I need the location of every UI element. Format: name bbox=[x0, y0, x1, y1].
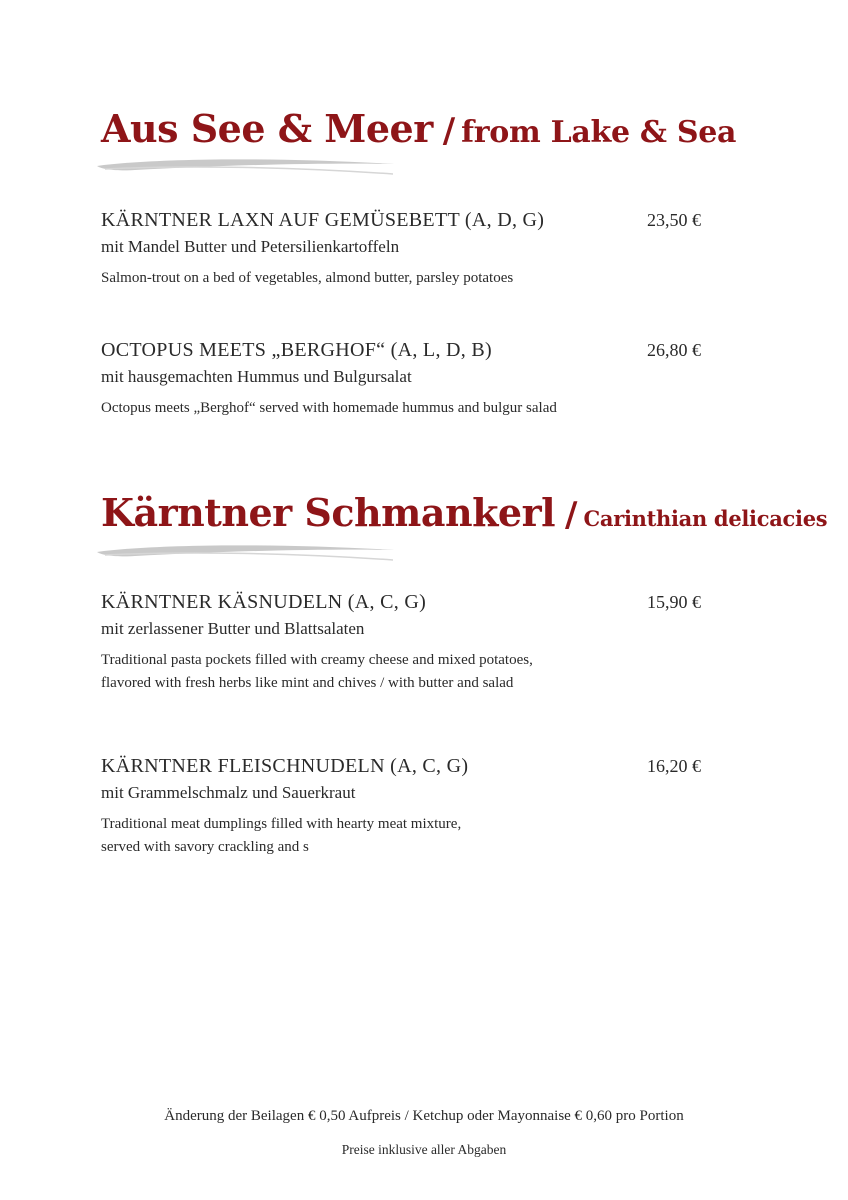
menu-item-description-line: Salmon-trout on a bed of vegetables, almond butter, parsley potatoes bbox=[101, 270, 514, 286]
section-title-separator: / bbox=[565, 495, 578, 535]
menu-item-description-line: Traditional meat dumplings filled with hearty meat mixture, bbox=[101, 816, 462, 832]
menu-item-subtitle: mit zerlassener Butter und Blattsalaten bbox=[101, 619, 365, 638]
menu-item-description bbox=[101, 397, 711, 420]
menu-item-name: OCTOPUS MEETS „BERGHOF“ (A, L, D, B) bbox=[101, 339, 492, 361]
menu-item-name: KÄRNTNER LAXN AUF GEMÜSEBETT (A, D, G) bbox=[101, 209, 545, 231]
menu-item-price: 26,80 € bbox=[647, 340, 701, 360]
menu-item-price: 16,20 € bbox=[647, 756, 701, 776]
section-title-de: Aus See & Meer bbox=[101, 106, 433, 151]
menu-item-description bbox=[101, 813, 711, 859]
menu-item-description-line: flavored with fresh herbs like mint and chives / with butter and salad bbox=[101, 675, 514, 691]
brush-stroke-divider bbox=[95, 155, 400, 175]
menu-item bbox=[101, 590, 711, 695]
menu-item-description bbox=[101, 267, 711, 290]
menu-item-description-line: served with savory crackling and s bbox=[101, 839, 309, 855]
footer-surcharge-note: Änderung der Beilagen € 0,50 Aufpreis / Ketchup oder Mayonnaise € 0,60 pro Portion bbox=[164, 1108, 684, 1124]
section-title-lake-sea bbox=[101, 106, 737, 151]
menu-item-description bbox=[101, 649, 711, 695]
section-title-en: Carinthian delicacies bbox=[583, 506, 828, 531]
menu-item bbox=[101, 754, 711, 859]
menu-item-subtitle: mit Mandel Butter und Petersilienkartoffeln bbox=[101, 237, 400, 256]
menu-item bbox=[101, 338, 711, 420]
menu-item-subtitle: mit Grammelschmalz und Sauerkraut bbox=[101, 783, 356, 802]
section-title-de: Kärntner Schmankerl bbox=[101, 490, 556, 535]
menu-item-subtitle: mit hausgemachten Hummus und Bulgursalat bbox=[101, 367, 412, 386]
menu-item-description-line: Octopus meets „Berghof“ served with homemade hummus and bulgur salad bbox=[101, 400, 557, 416]
section-title-separator: / bbox=[442, 111, 456, 151]
menu-item bbox=[101, 208, 711, 290]
menu-item-description-line: Traditional pasta pockets filled with creamy cheese and mixed potatoes, bbox=[101, 652, 533, 668]
section-title-en: from Lake & Sea bbox=[461, 115, 737, 150]
section-title-carinthian bbox=[101, 490, 828, 535]
brush-stroke-divider bbox=[95, 541, 400, 561]
footer-price-note: Preise inklusive aller Abgaben bbox=[341, 1142, 507, 1157]
menu-item-price: 15,90 € bbox=[647, 592, 701, 612]
menu-item-name: KÄRNTNER FLEISCHNUDELN (A, C, G) bbox=[101, 755, 469, 777]
menu-item-price: 23,50 € bbox=[647, 210, 701, 230]
menu-item-name: KÄRNTNER KÄSNUDELN (A, C, G) bbox=[101, 591, 427, 613]
